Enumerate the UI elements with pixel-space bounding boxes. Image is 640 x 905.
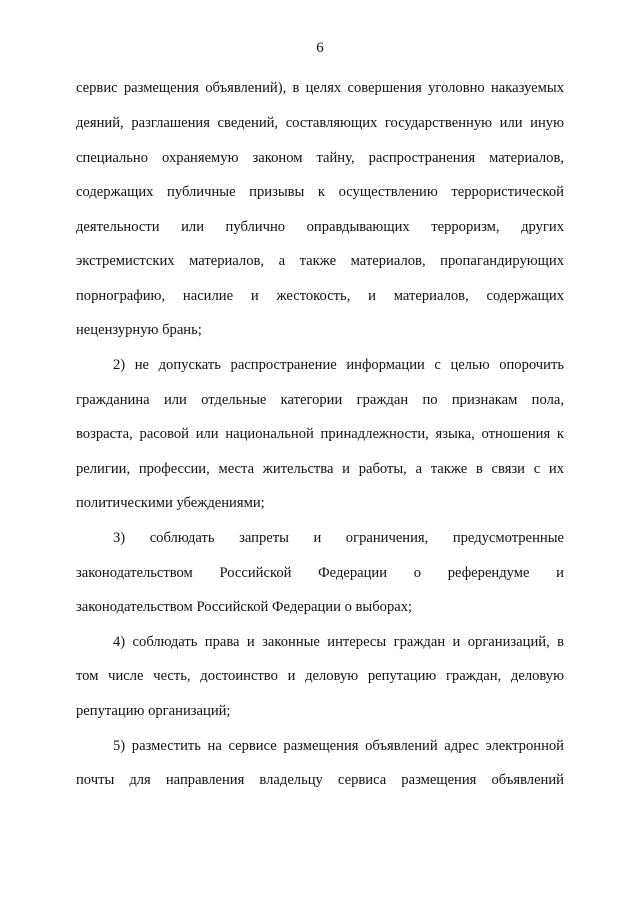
list-item-2-first-line: 2) не допускать распространение информации с целью опорочить — [113, 357, 564, 373]
page-number: 6 — [316, 40, 324, 56]
text-line: деятельности или публично оправдывающих терроризм, других — [76, 219, 564, 235]
text-line: репутацию организаций; — [76, 703, 231, 719]
text-line: содержащих публичные призывы к осуществлению террористической — [76, 184, 564, 200]
text-line: порнографию, насилие и жестокость, и материалов, содержащих — [76, 288, 564, 304]
list-item-5-first-line: 5) разместить на сервисе размещения объявлений адрес электронной — [113, 738, 564, 754]
text-line: экстремистских материалов, а также материалов, пропагандирующих — [76, 253, 564, 269]
text-line: политическими убеждениями; — [76, 495, 265, 511]
text-line: специально охраняемую законом тайну, распространения материалов, — [76, 150, 564, 166]
list-item-4-first-line: 4) соблюдать права и законные интересы граждан и организаций, в — [113, 634, 564, 650]
text-line: возраста, расовой или национальной принадлежности, языка, отношения к — [76, 426, 564, 442]
text-line: сервис размещения объявлений), в целях совершения уголовно наказуемых — [76, 80, 564, 96]
text-line: религии, профессии, места жительства и работы, а также в связи с их — [76, 461, 564, 477]
list-item-3-first-line: 3) соблюдать запреты и ограничения, предусмотренные — [113, 530, 564, 546]
text-line: деяний, разглашения сведений, составляющих государственную или иную — [76, 115, 564, 131]
text-line: том числе честь, достоинство и деловую репутацию граждан, деловую — [76, 668, 564, 684]
text-line: законодательством Российской Федерации о референдуме и — [76, 565, 564, 581]
text-line: законодательством Российской Федерации о выборах; — [76, 599, 413, 615]
text-line: почты для направления владельцу сервиса размещения объявлений — [76, 772, 564, 788]
text-line: гражданина или отдельные категории граждан по признакам пола, — [76, 392, 564, 408]
text-line: нецензурную брань; — [76, 322, 202, 338]
